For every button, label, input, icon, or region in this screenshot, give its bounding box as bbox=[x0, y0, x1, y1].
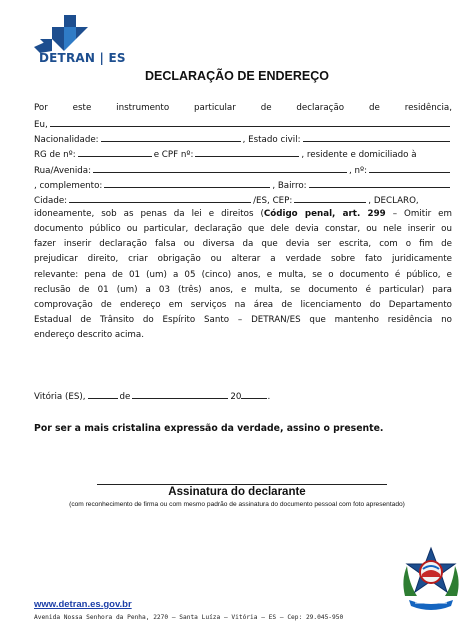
detran-logo bbox=[34, 15, 164, 70]
cep-field[interactable] bbox=[294, 192, 366, 203]
legal-line: documento público ou particular, declaração que dele devia constar, ou nele inserir ou bbox=[34, 224, 452, 235]
declaro-label: , DECLARO, bbox=[368, 195, 419, 206]
residente-label: , residente e domiciliado à bbox=[301, 150, 417, 161]
complemento-label: , complemento: bbox=[34, 180, 103, 191]
year-prefix: 20 bbox=[230, 392, 242, 402]
signature-title: Assinatura do declarante bbox=[168, 486, 306, 498]
signature-line[interactable] bbox=[97, 484, 387, 485]
complement-field[interactable] bbox=[104, 177, 270, 188]
legal-last-line: endereço descrito acima. bbox=[34, 330, 144, 341]
month-field[interactable] bbox=[132, 388, 228, 399]
declaration-body bbox=[34, 101, 452, 343]
city-date-label: Vitória (ES), bbox=[34, 392, 86, 402]
cpf-field[interactable] bbox=[195, 146, 299, 157]
de-label: de bbox=[119, 392, 131, 402]
day-field[interactable] bbox=[88, 388, 118, 399]
nationality-line bbox=[34, 131, 452, 146]
legal-line: prejudicar direito, criar obrigação ou alterar a verdade sobre fato juridicamente bbox=[34, 254, 452, 265]
document-title: DECLARAÇÃO DE ENDEREÇO bbox=[144, 69, 330, 83]
cpf-label: e CPF nº: bbox=[153, 150, 194, 161]
intro-line: Por este instrumento particular de declaração de residência, bbox=[34, 103, 452, 113]
espirito-santo-coat-of-arms-icon bbox=[399, 544, 463, 614]
city-line bbox=[34, 192, 452, 207]
nationality-field[interactable] bbox=[101, 131, 241, 142]
date-line bbox=[34, 388, 270, 402]
bairro-label: , Bairro: bbox=[272, 180, 307, 191]
complement-line bbox=[34, 177, 452, 192]
documents-line bbox=[34, 146, 452, 161]
legal-line: Estadual de Trânsito do Espírito Santo – DETRAN/ES que mantenho residência no bbox=[34, 314, 452, 325]
name-line bbox=[34, 116, 452, 131]
footer-website-link[interactable]: www.detran.es.gov.br bbox=[34, 599, 132, 610]
numero-label: , nº: bbox=[349, 165, 368, 176]
signature-note: (com reconhecimento de firma ou com mesmo padrão de assinatura do documento pessoal com foto apresentado) bbox=[69, 501, 405, 508]
date-end: . bbox=[267, 392, 271, 402]
legal-line-0 bbox=[34, 207, 452, 222]
city-field[interactable] bbox=[69, 192, 251, 203]
legal-line: fazer inserir declaração falsa ou diversa da que devia ser escrita, com o fim de bbox=[34, 239, 452, 250]
rg-field[interactable] bbox=[78, 146, 152, 157]
eu-label: Eu, bbox=[34, 120, 48, 131]
estado-civil-label: , Estado civil: bbox=[242, 135, 301, 146]
closing-statement: Por ser a mais cristalina expressão da verdade, assino o presente. bbox=[34, 423, 384, 434]
rua-label: Rua/Avenida: bbox=[34, 165, 92, 176]
logo-text: DETRAN | ES bbox=[39, 51, 126, 65]
legal-code: Código penal, art. 299 bbox=[263, 208, 386, 219]
legal-after: – Omitir em bbox=[385, 208, 452, 219]
legal-line: reclusão de 01 (um) a 03 (três) anos, e multa, se documento é particular) para bbox=[34, 284, 452, 295]
cidade-label: Cidade: bbox=[34, 195, 68, 206]
number-field[interactable] bbox=[369, 162, 450, 173]
rg-label: RG de nº: bbox=[34, 150, 76, 161]
marital-status-field[interactable] bbox=[303, 131, 450, 142]
es-cep-label: /ES, CEP: bbox=[253, 195, 293, 206]
neighborhood-field[interactable] bbox=[309, 177, 450, 188]
name-field[interactable] bbox=[50, 116, 450, 127]
street-line bbox=[34, 162, 452, 177]
footer-address: Avenida Nossa Senhora da Penha, 2270 – Santa Luíza – Vitória – ES – Cep: 29.045-950 bbox=[34, 614, 344, 621]
street-field[interactable] bbox=[93, 162, 347, 173]
legal-lead: idoneamente, sob as penas da lei e direitos ( bbox=[34, 208, 264, 219]
legal-line: relevante: pena de 01 (um) a 05 (cinco) anos, e multa, se o documento é público, e bbox=[34, 269, 452, 280]
nacionalidade-label: Nacionalidade: bbox=[34, 135, 99, 146]
legal-line: comprovação de endereço em serviços na área de licenciamento do Departamento bbox=[34, 299, 452, 310]
year-field[interactable] bbox=[241, 388, 267, 399]
